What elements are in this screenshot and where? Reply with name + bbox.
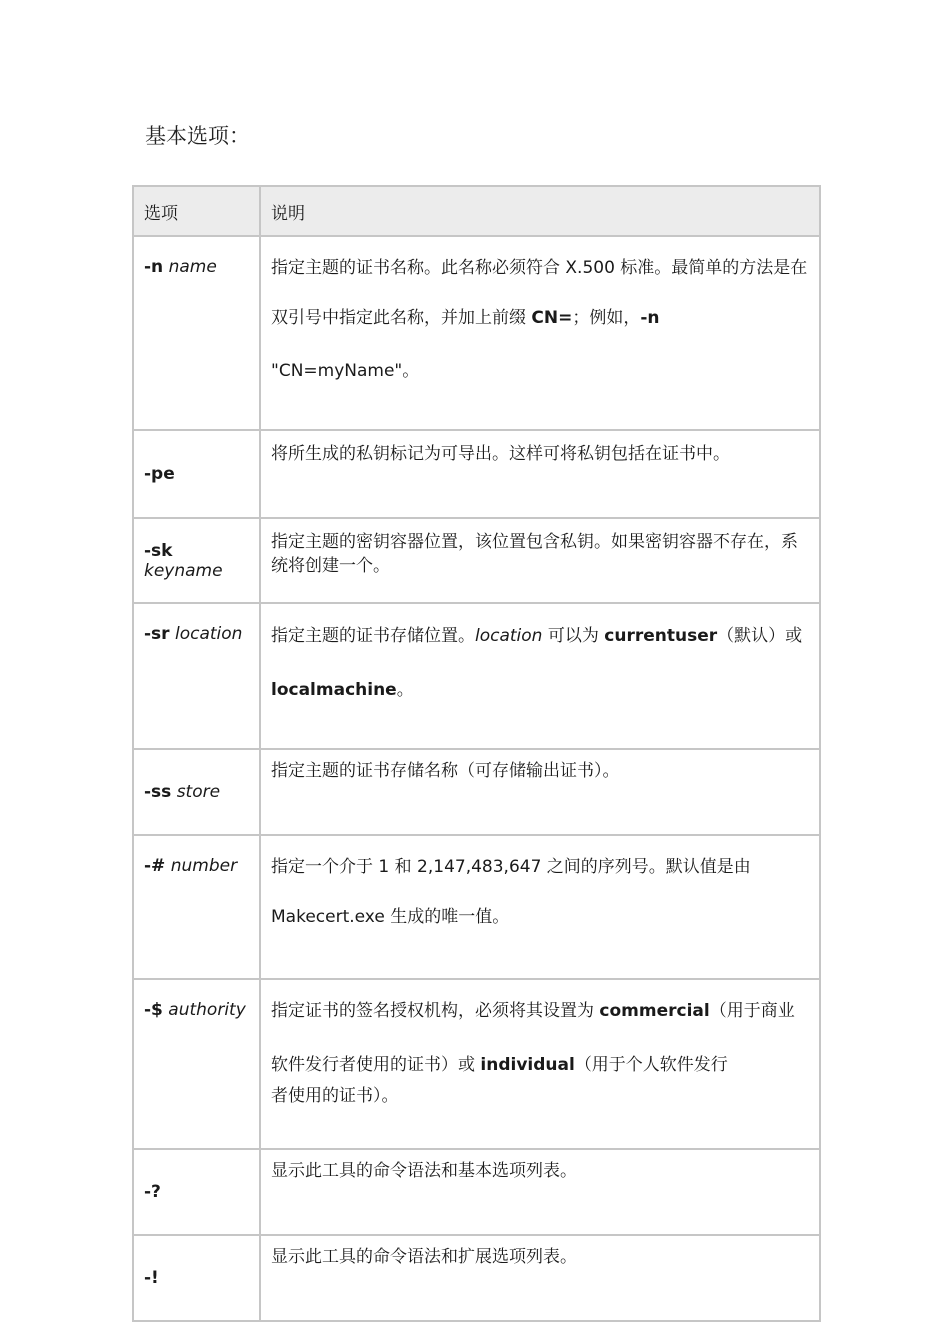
option-param: name xyxy=(168,257,217,277)
option-flag: -$ xyxy=(144,1000,163,1020)
option-cell xyxy=(133,749,260,835)
desc-text: 。 xyxy=(396,680,414,700)
option-flag: -? xyxy=(144,1182,161,1202)
desc-bold: currentuser xyxy=(604,626,718,646)
option-flag: -pe xyxy=(144,464,175,484)
option-flag: -n xyxy=(144,257,164,277)
option-cell xyxy=(133,603,260,749)
table-row xyxy=(133,1235,820,1321)
desc-italic: location xyxy=(475,626,543,646)
desc-text: 指定主题的证书存储名称（可存储输出证书）。 xyxy=(271,761,620,781)
desc-text: ；例如， xyxy=(572,308,641,328)
option-flag: -# xyxy=(144,856,166,876)
description-cell xyxy=(260,749,820,835)
table-row xyxy=(133,603,820,749)
option-cell xyxy=(133,1235,260,1321)
option-param: store xyxy=(176,782,221,802)
desc-bold: -n xyxy=(640,308,660,328)
description-cell xyxy=(260,1235,820,1321)
desc-text: "CN=myName"。 xyxy=(271,361,420,381)
table-row xyxy=(133,749,820,835)
option-cell xyxy=(133,430,260,518)
option-flag: -sr xyxy=(144,624,170,644)
desc-text: 指定证书的签名授权机构，必须将其设置为 xyxy=(271,1001,600,1021)
option-cell xyxy=(133,518,260,603)
options-table xyxy=(132,185,821,1322)
header-description: 说明 xyxy=(260,186,820,236)
desc-bold: CN= xyxy=(531,308,573,328)
table-row xyxy=(133,835,820,979)
description-cell xyxy=(260,835,820,979)
table-row xyxy=(133,236,820,430)
desc-text: （用于个人软件发行 xyxy=(574,1055,728,1075)
option-cell xyxy=(133,979,260,1149)
section-title: 基本选项： xyxy=(145,124,250,148)
option-param: authority xyxy=(168,1000,246,1020)
desc-text: 指定主题的证书存储位置。 xyxy=(271,626,475,646)
option-cell xyxy=(133,236,260,430)
desc-text: 指定一个介于 1 和 2,147,483,647 之间的序列号。默认值是由 Makecert.exe 生成的唯一值。 xyxy=(271,857,751,927)
description-cell xyxy=(260,603,820,749)
desc-bold: localmachine xyxy=(271,680,397,700)
option-param: keyname xyxy=(144,560,223,581)
description-cell xyxy=(260,1149,820,1235)
table-row xyxy=(133,430,820,518)
desc-text: 将所生成的私钥标记为可导出。这样可将私钥包括在证书中。 xyxy=(271,444,730,464)
option-flag: -! xyxy=(144,1268,159,1288)
description-cell xyxy=(260,518,820,603)
option-param: number xyxy=(170,856,238,876)
option-cell xyxy=(133,835,260,979)
header-option: 选项 xyxy=(133,186,260,236)
option-cell xyxy=(133,1149,260,1235)
desc-text: （用于商业软件发行者使用的证书）或 xyxy=(271,1001,795,1075)
description-cell xyxy=(260,430,820,518)
desc-text: 显示此工具的命令语法和扩展选项列表。 xyxy=(271,1247,577,1267)
table-row xyxy=(133,518,820,603)
option-flag: -ss xyxy=(144,782,172,802)
option-flag: -sk xyxy=(144,540,173,561)
desc-text: 指定主题的密钥容器位置，该位置包含私钥。如果密钥容器不存在，系统将创建一个。 xyxy=(271,532,798,576)
table-row xyxy=(133,1149,820,1235)
desc-bold: commercial xyxy=(599,1001,710,1021)
desc-bold: individual xyxy=(480,1055,575,1075)
desc-text: 显示此工具的命令语法和基本选项列表。 xyxy=(271,1161,577,1181)
description-cell xyxy=(260,236,820,430)
desc-text: 可以为 xyxy=(542,626,605,646)
desc-text: 者使用的证书）。 xyxy=(271,1086,399,1106)
table-row xyxy=(133,979,820,1149)
description-cell xyxy=(260,979,820,1149)
table-header-row xyxy=(133,186,820,236)
desc-text: 指定主题的证书名称。此名称必须符合 X.500 标准。最简单的方法是在双引号中指定此名称，并加上前缀 xyxy=(271,258,808,328)
option-param: location xyxy=(174,624,243,644)
desc-text: （默认）或 xyxy=(717,626,803,646)
